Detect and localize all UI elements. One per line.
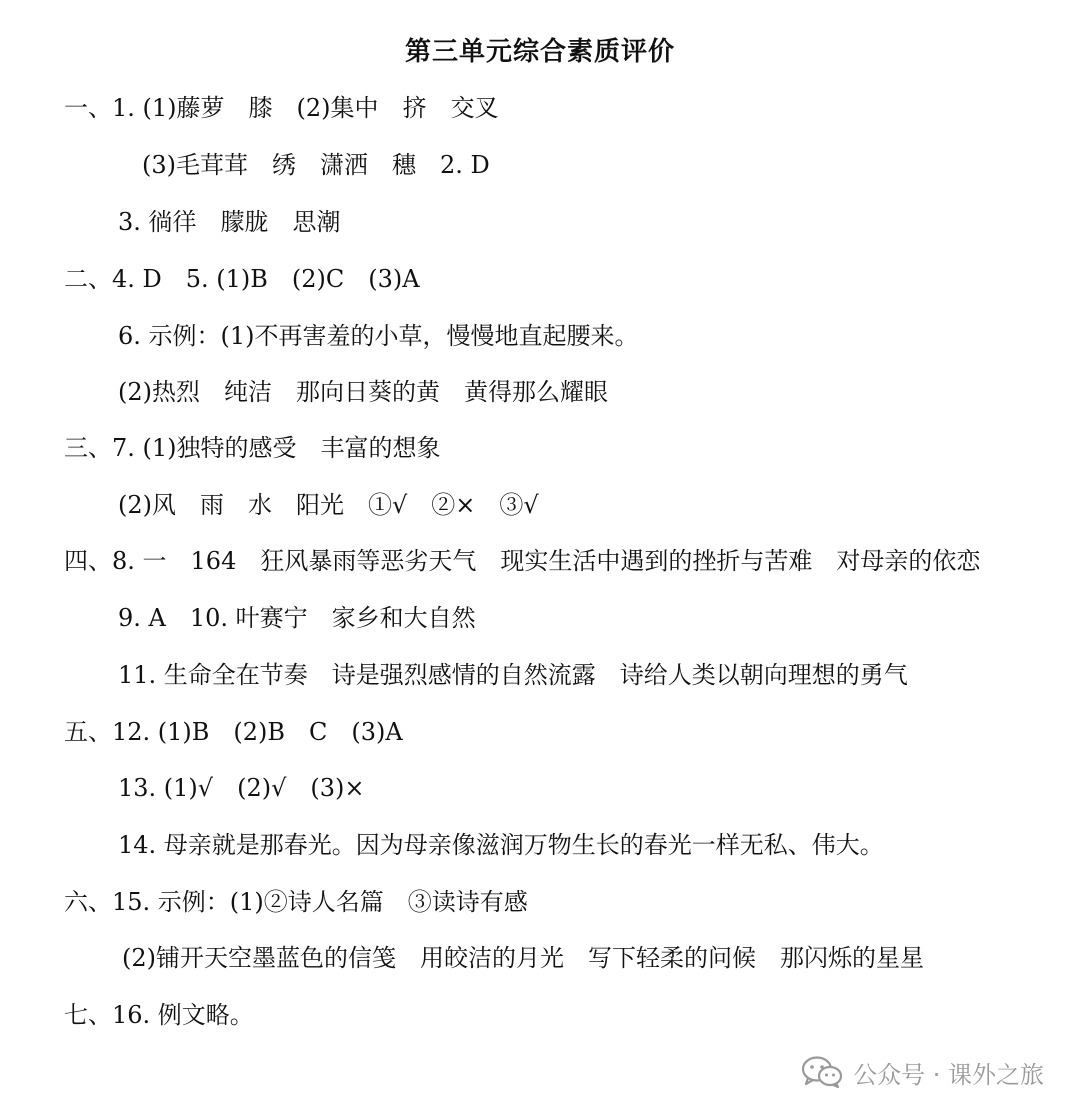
answer-line-2: (3)毛茸茸 绣 潇洒 穗 2. D (142, 151, 490, 179)
answer-line-6: (2)热烈 纯洁 那向日葵的黄 黄得那么耀眼 (118, 378, 608, 406)
answer-line-9: 四、8. 一 164 狂风暴雨等恶劣天气 现实生活中遇到的挫折与苦难 对母亲的依恋 (64, 547, 981, 575)
answer-line-16: (2)铺开天空墨蓝色的信笺 用皎洁的月光 写下轻柔的问候 那闪烁的星星 (122, 944, 924, 972)
answer-line-14: 14. 母亲就是那春光。因为母亲像滋润万物生长的春光一样无私、伟大。 (118, 831, 884, 859)
answer-line-8: (2)风 雨 水 阳光 ①√ ②× ③√ (118, 491, 539, 519)
watermark (801, 1052, 1044, 1092)
answer-line-3: 3. 徜徉 朦胧 思潮 (118, 208, 341, 236)
answer-line-11: 11. 生命全在节奏 诗是强烈感情的自然流露 诗给人类以朝向理想的勇气 (118, 661, 908, 689)
answer-line-15: 六、15. 示例：(1)②诗人名篇 ③读诗有感 (64, 888, 528, 916)
answer-line-4: 二、4. D 5. (1)B (2)C (3)A (64, 265, 420, 293)
watermark-text: 公众号 · 课外之旅 (853, 1060, 1044, 1089)
answer-line-12: 五、12. (1)B (2)B C (3)A (64, 718, 403, 746)
answer-line-13: 13. (1)√ (2)√ (3)× (118, 774, 365, 802)
answer-line-5: 6. 示例：(1)不再害羞的小草，慢慢地直起腰来。 (118, 322, 639, 350)
answer-line-10: 9. A 10. 叶赛宁 家乡和大自然 (118, 604, 476, 632)
answer-line-17: 七、16. 例文略。 (64, 1001, 254, 1029)
page-title: 第三单元综合素质评价 (404, 37, 675, 67)
answer-line-1: 一、1. (1)藤萝 膝 (2)集中 挤 交叉 (64, 94, 499, 122)
wechat-icon (801, 1055, 843, 1089)
answer-line-7: 三、7. (1)独特的感受 丰富的想象 (64, 434, 441, 462)
